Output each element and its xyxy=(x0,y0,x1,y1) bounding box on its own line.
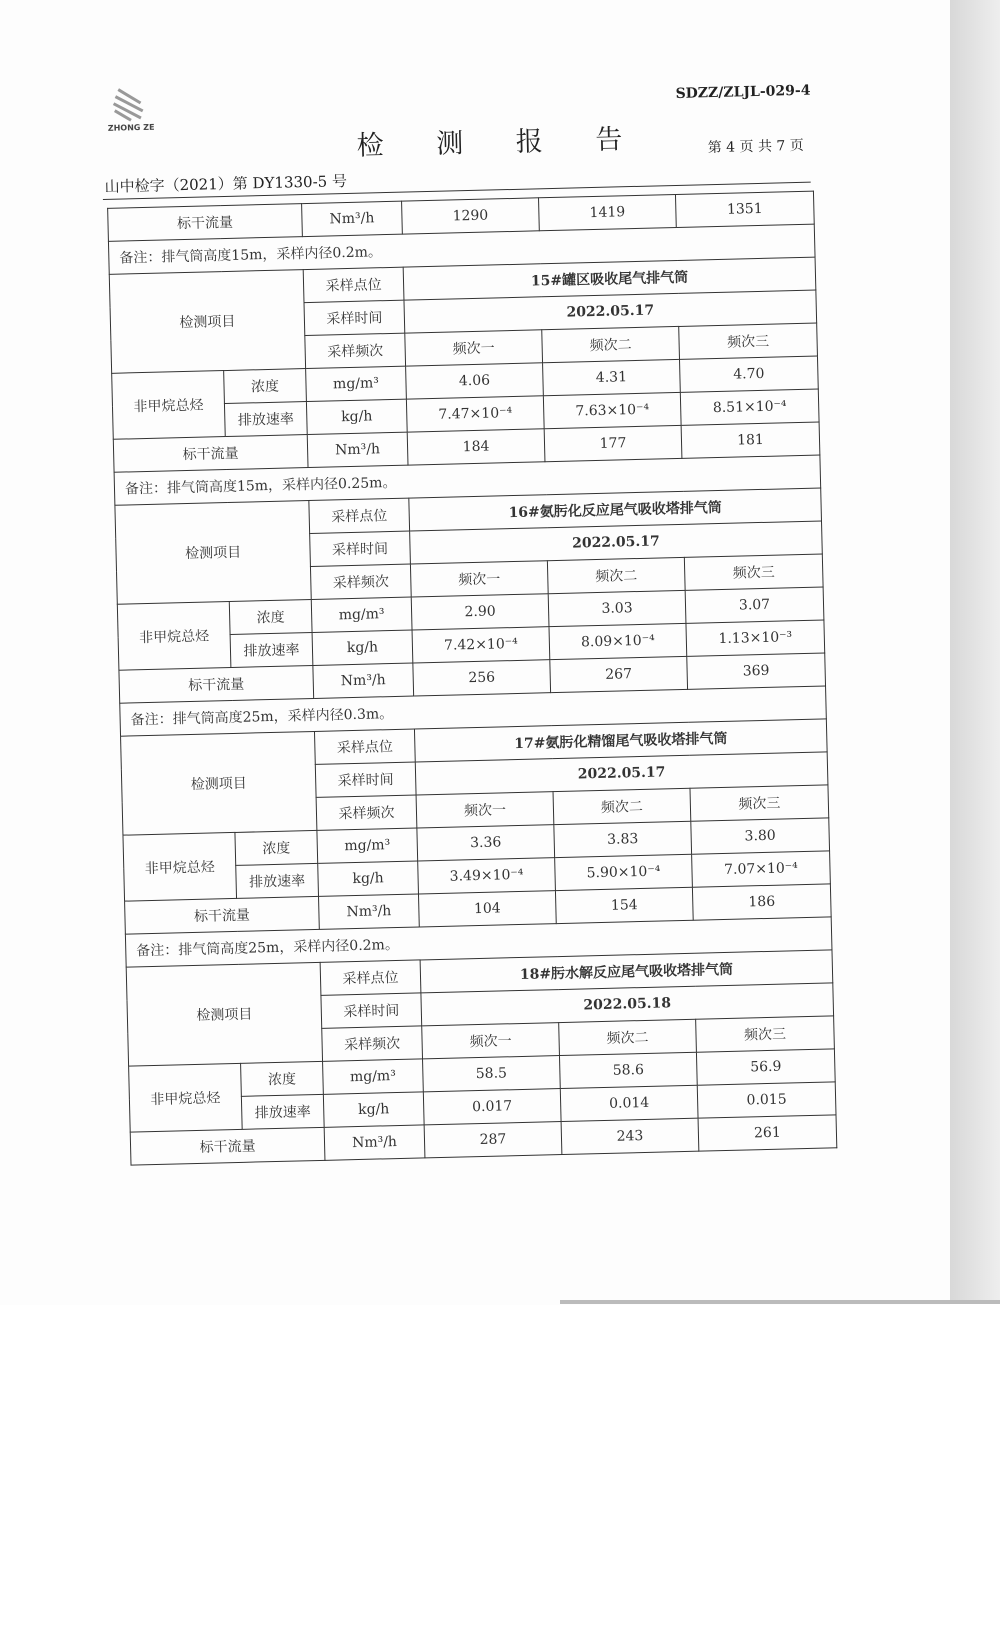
freq-header: 频次二 xyxy=(542,326,680,362)
conc-unit: mg/m³ xyxy=(323,1059,424,1094)
flow-unit: Nm³/h xyxy=(313,663,414,698)
flow-value: 243 xyxy=(561,1118,699,1154)
time-label: 采样时间 xyxy=(321,993,422,1028)
conc-value: 3.83 xyxy=(554,821,692,857)
site-value: 17#氨肟化精馏尾气吸收塔排气筒 xyxy=(414,719,827,762)
flow-value: 287 xyxy=(424,1122,562,1158)
flow-value: 369 xyxy=(687,653,826,689)
freq-label: 采样频次 xyxy=(305,333,406,368)
logo-text: ZHONG ZE xyxy=(107,122,155,133)
flow-value: 104 xyxy=(418,891,556,927)
freq-header: 频次二 xyxy=(553,788,691,824)
conc-value: 3.36 xyxy=(417,825,555,861)
time-label: 采样时间 xyxy=(304,300,405,335)
item-label: 检测项目 xyxy=(121,731,317,835)
conc-value: 58.5 xyxy=(423,1056,561,1092)
freq-header: 频次一 xyxy=(422,1023,560,1059)
freq-header: 频次三 xyxy=(696,1016,835,1052)
flow-value: 1351 xyxy=(675,191,814,227)
pollutant-label: 非甲烷总烃 xyxy=(112,371,226,440)
freq-label: 采样频次 xyxy=(316,795,417,830)
site-label: 采样点位 xyxy=(314,729,415,764)
freq-header: 频次三 xyxy=(679,323,818,359)
rate-unit: kg/h xyxy=(318,861,419,896)
flow-unit: Nm³/h xyxy=(307,432,408,467)
document-code: SDZZ/ZLJL-029-4 xyxy=(675,82,811,102)
rate-value: 8.51×10⁻⁴ xyxy=(680,389,819,425)
site-label: 采样点位 xyxy=(320,960,421,995)
rate-value: 7.47×10⁻⁴ xyxy=(406,396,544,432)
note-cell: 备注：排气筒高度15m，采样内径0.25m。 xyxy=(114,455,821,505)
conc-value: 3.07 xyxy=(685,587,824,623)
flow-value: 1290 xyxy=(402,198,540,234)
scan-bottom-edge xyxy=(560,1300,1000,1304)
conc-label: 浓度 xyxy=(235,830,318,865)
conc-value: 3.80 xyxy=(691,818,830,854)
flow-value: 261 xyxy=(698,1115,837,1151)
item-label: 检测项目 xyxy=(115,501,311,605)
item-label: 检测项目 xyxy=(126,962,322,1066)
flow-label: 标干流量 xyxy=(113,435,308,473)
rate-value: 7.42×10⁻⁴ xyxy=(412,627,550,663)
rate-unit: kg/h xyxy=(323,1092,424,1127)
rate-value: 7.63×10⁻⁴ xyxy=(543,392,681,428)
logo-stripes-icon xyxy=(110,87,151,124)
conc-label: 浓度 xyxy=(229,599,312,634)
note-cell: 备注：排气筒高度15m，采样内径0.2m。 xyxy=(108,224,815,274)
freq-header: 频次二 xyxy=(559,1019,697,1055)
conc-value: 4.06 xyxy=(406,363,544,399)
site-label: 采样点位 xyxy=(303,267,404,302)
freq-header: 频次三 xyxy=(690,785,829,821)
rate-unit: kg/h xyxy=(306,399,407,434)
conc-unit: mg/m³ xyxy=(311,597,412,632)
flow-label: 标干流量 xyxy=(108,204,303,242)
freq-label: 采样频次 xyxy=(322,1026,423,1061)
conc-value: 4.31 xyxy=(543,359,681,395)
conc-label: 浓度 xyxy=(241,1061,324,1096)
report-number: 山中检字（2021）第 DY1330-5 号 xyxy=(104,171,348,196)
flow-value: 1419 xyxy=(539,194,677,230)
flow-value: 256 xyxy=(413,660,551,696)
date-value: 2022.05.17 xyxy=(404,290,817,333)
date-value: 2022.05.18 xyxy=(421,983,834,1026)
date-value: 2022.05.17 xyxy=(415,752,828,795)
rate-value: 1.13×10⁻³ xyxy=(686,620,825,656)
rate-value: 3.49×10⁻⁴ xyxy=(418,858,556,894)
date-value: 2022.05.17 xyxy=(410,521,823,564)
rate-label: 排放速率 xyxy=(241,1094,324,1129)
site-value: 18#肟水解反应尾气吸收塔排气筒 xyxy=(420,950,833,993)
freq-header: 频次一 xyxy=(405,330,543,366)
results-table xyxy=(107,191,837,1166)
conc-value: 4.70 xyxy=(679,356,818,392)
conc-label: 浓度 xyxy=(224,369,307,404)
rate-value: 0.015 xyxy=(697,1082,836,1118)
rate-value: 5.90×10⁻⁴ xyxy=(555,854,693,890)
flow-value: 177 xyxy=(544,425,682,461)
rate-value: 0.014 xyxy=(560,1085,698,1121)
rate-value: 8.09×10⁻⁴ xyxy=(549,623,687,659)
freq-header: 频次一 xyxy=(410,561,548,597)
page-number: 第 4 页 共 7 页 xyxy=(707,137,805,157)
conc-value: 2.90 xyxy=(411,594,549,630)
pollutant-label: 非甲烷总烃 xyxy=(123,832,237,901)
flow-value: 267 xyxy=(550,656,688,692)
flow-label: 标干流量 xyxy=(130,1127,325,1165)
conc-value: 58.6 xyxy=(559,1052,697,1088)
note-cell: 备注：排气筒高度25m，采样内径0.3m。 xyxy=(120,686,827,736)
rate-label: 排放速率 xyxy=(236,863,319,898)
flow-label: 标干流量 xyxy=(119,665,314,703)
freq-label: 采样频次 xyxy=(310,564,411,599)
conc-value: 3.03 xyxy=(548,590,686,626)
rate-value: 0.017 xyxy=(423,1089,561,1125)
note-cell: 备注：排气筒高度25m，采样内径0.2m。 xyxy=(125,917,832,967)
item-label: 检测项目 xyxy=(109,270,305,374)
flow-value: 154 xyxy=(555,887,693,923)
site-value: 16#氨肟化反应尾气吸收塔排气筒 xyxy=(409,488,822,531)
flow-value: 186 xyxy=(692,884,831,920)
rate-label: 排放速率 xyxy=(230,632,313,667)
flow-value: 184 xyxy=(407,429,545,465)
rate-unit: kg/h xyxy=(312,630,413,665)
site-label: 采样点位 xyxy=(309,498,410,533)
rate-label: 排放速率 xyxy=(224,402,307,437)
conc-unit: mg/m³ xyxy=(317,828,418,863)
company-logo xyxy=(100,87,161,133)
pollutant-label: 非甲烷总烃 xyxy=(129,1063,243,1132)
conc-unit: mg/m³ xyxy=(306,366,407,401)
flow-unit: Nm³/h xyxy=(302,201,403,236)
report-title: 检 测 报 告 xyxy=(356,123,645,162)
site-value: 15#罐区吸收尾气排气筒 xyxy=(403,257,816,300)
conc-value: 56.9 xyxy=(696,1049,835,1085)
flow-unit: Nm³/h xyxy=(324,1125,425,1160)
time-label: 采样时间 xyxy=(315,762,416,797)
scan-edge xyxy=(950,0,1000,1300)
rate-value: 7.07×10⁻⁴ xyxy=(692,851,831,887)
time-label: 采样时间 xyxy=(310,531,411,566)
flow-unit: Nm³/h xyxy=(319,894,420,929)
freq-header: 频次二 xyxy=(547,557,685,593)
freq-header: 频次三 xyxy=(684,554,823,590)
pollutant-label: 非甲烷总烃 xyxy=(117,601,231,670)
flow-value: 181 xyxy=(681,422,820,458)
flow-label: 标干流量 xyxy=(125,896,320,934)
freq-header: 频次一 xyxy=(416,792,554,828)
